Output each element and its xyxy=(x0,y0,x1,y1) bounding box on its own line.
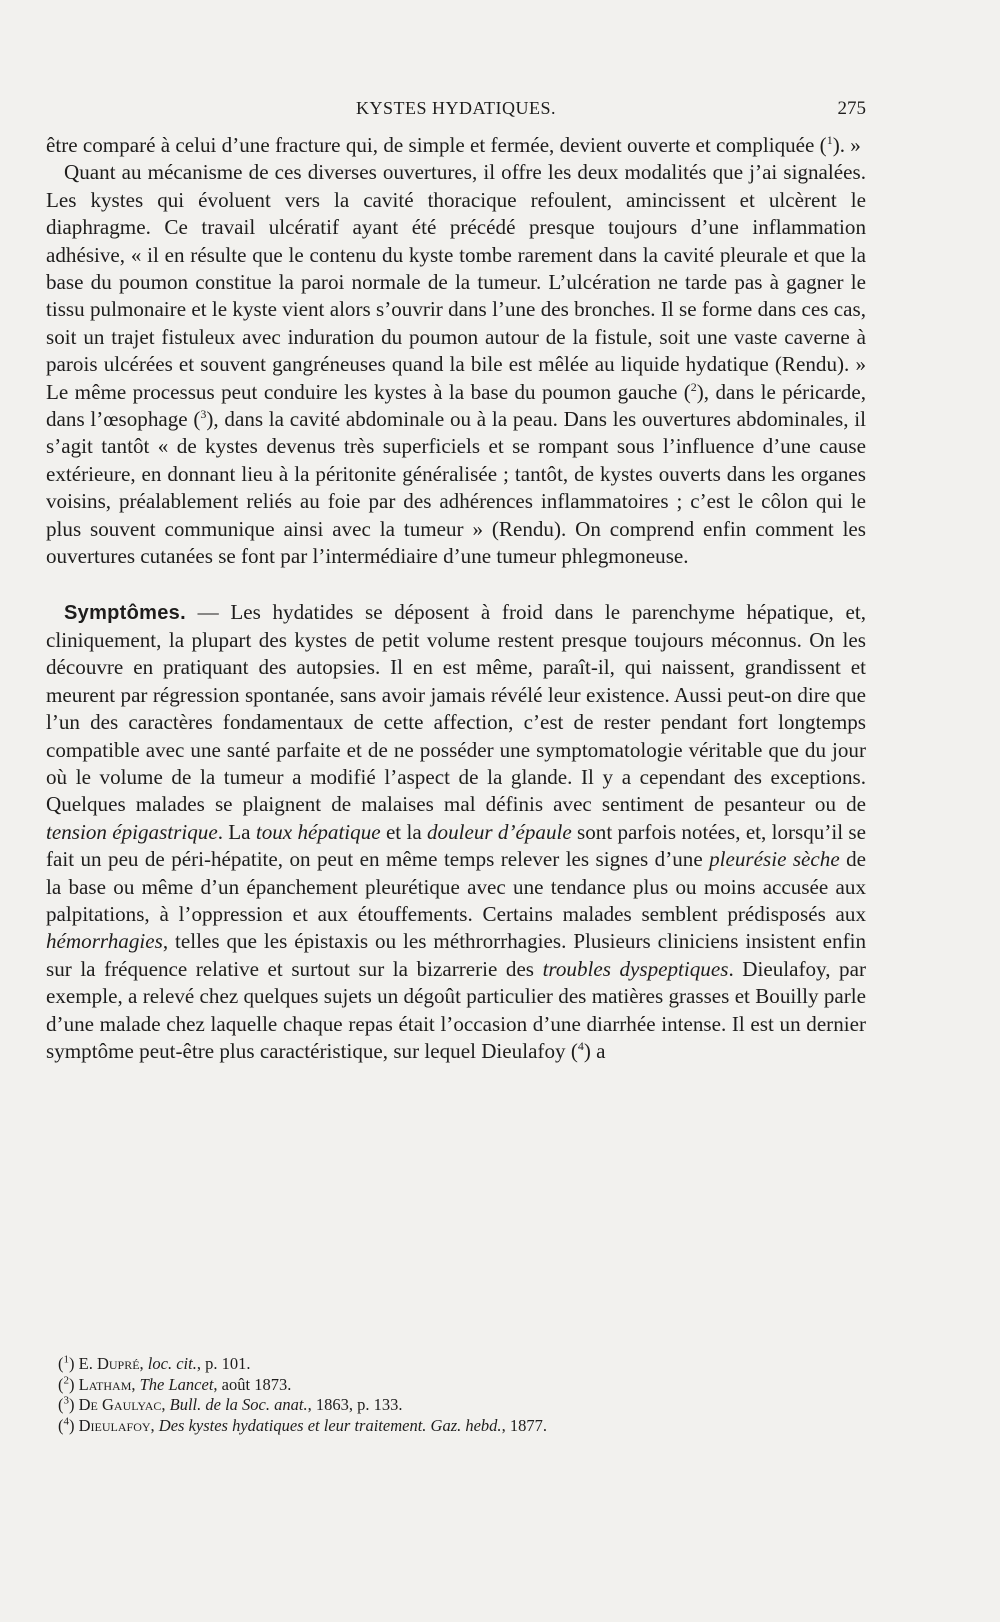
footnote-ref-4: 4 xyxy=(577,1038,584,1053)
paragraph-ouvertures xyxy=(46,159,866,570)
footnotes xyxy=(58,1354,858,1436)
text-run: ), dans le péricarde, dans l’œsophage ( xyxy=(46,379,866,432)
footnote-2: ($^2$) Latham, The Lancet, août 1873. xyxy=(58,1374,292,1394)
text-run: . Dieulafoy, par exemple, a relevé chez quelques sujets un dégoût particulier des matières grasses et Bouilly parle d’une malade chez laquelle chaque repas était l’occasion d’une diarrhée intense. Il est un dernier symptôme peut-être plus caractéristique, sur lequel Dieulafoy ( xyxy=(46,956,866,1063)
footnote-author: Latham xyxy=(78,1374,132,1394)
footnote-rest: , 1877. xyxy=(501,1415,547,1435)
paragraph-symptomes xyxy=(46,599,866,1066)
footnote-sep: , xyxy=(131,1374,140,1394)
italic-term: troubles dyspeptiques xyxy=(542,956,729,981)
running-title: KYSTES HYDATIQUES. xyxy=(355,98,556,118)
italic-term: pleurésie sèche xyxy=(709,847,840,872)
italic-term: toux hépatique xyxy=(255,819,381,844)
text-run: de la base ou même d’un épanchement pleurétique avec une tendance plus ou moins accusée aux palpitations, à l’oppression et aux étouffements. Certains malades semblent prédisposés aux xyxy=(46,847,867,926)
footnote-4: ($^4$) Dieulafoy, Des kystes hydatiques et leur traitement. Gaz. hebd., 1877. xyxy=(58,1415,547,1435)
text-run: . La xyxy=(217,819,256,844)
text-run: Quant au mécanisme de ces diverses ouvertures, il offre les deux modalités que j’ai signalées. Les kystes qui évoluent vers la cavité thoracique refoulent, amincissent et ulcèrent le diaphragme. Ce travail ulcératif ayant été précédé presque toujours d’une inflammation adhésive, « il en résulte que le contenu du kyste tombe rarement dans la cavité pleurale et que la base du poumon constitue la paroi normale de la tumeur. L’ulcération ne tarde pas à gagner le tissu pulmonaire et le kyste vient alors s’ouvrir dans l’une des bronches. Il se forme dans ces cas, soit un trajet fistuleux avec induration du poumon autour de la fistule, soit une vaste caverne à parois ulcérées et souvent gangréneuses quand la bile est mêlée au liquide hydatique (Rendu). » Le même processus peut conduire les kystes à la base du poumon gauche ( xyxy=(46,160,866,404)
italic-term: douleur d’épaule xyxy=(427,819,572,844)
paragraph-fracture-comparison xyxy=(46,132,866,159)
footnote-author: De Gaulyac xyxy=(78,1395,162,1414)
text-run: ) a xyxy=(583,1039,606,1063)
footnote-author: E. Dupré xyxy=(78,1354,140,1373)
footnote-title: Des kystes hydatiques et leur traitement. Gaz. hebd. xyxy=(158,1415,502,1435)
footnote-author: Dieulafoy xyxy=(78,1415,151,1435)
footnote-title: Bull. de la Soc. anat. xyxy=(169,1395,308,1414)
footnote-rest: , 1863, p. 133. xyxy=(307,1395,403,1414)
text-run: être comparé à celui d’une fracture qui, de simple et fermée, devient ouverte et compliquée ( xyxy=(46,133,827,157)
text-run: — Les hydatides se déposent à froid dans le parenchyme hépatique, et, cliniquement, la plupart des kystes de petit volume restent presque toujours méconnus. On les découvre en pratiquant des autopsies. Il en est même, paraît-il, qui naissent, grandissent et meurent par régression spontanée, sans avoir jamais révélé leur existence. Aussi peut-on dire que l’un des caractères fondamentaux de cette affection, c’est de rester pendant fort longtemps compatible avec une santé parfaite et de ne posséder une symptomatologie véritable que du jour où le volume de la tumeur a modifié l’aspect de la glande. Il y a cependant des exceptions. Quelques malades se plaignent de malaises mal définis avec sentiment de pesanteur ou de xyxy=(46,599,866,817)
text-run: et la xyxy=(380,819,427,844)
text-run: sont parfois notées, et, lorsqu’il se fait un peu de péri-hépatite, on peut en même temps relever les signes d’une xyxy=(46,819,866,872)
footnote-rest: , p. 101. xyxy=(196,1354,251,1373)
footnote-title: loc. cit. xyxy=(147,1354,197,1373)
footnote-1: ($^1$) E. Dupré, loc. cit., p. 101. xyxy=(58,1353,251,1373)
footnote-marker: 4 xyxy=(63,1415,69,1427)
footnote-marker: 1 xyxy=(63,1353,69,1366)
footnote-ref-1: 1 xyxy=(826,132,833,147)
text-run: ), dans la cavité abdominale ou à la peau. Dans les ouvertures abdominales, il s’agit tantôt « de kystes devenus très superficiels et se rompant sous l’influence d’une cause extérieure, en donnant lieu à la péritonite généralisée ; tantôt, de kystes ouverts dans les organes voisins, préalablement reliés au foie par des adhérences inflammatoires ; c’est le côlon qui le plus souvent communique ainsi avec la tumeur » (Rendu). On comprend enfin comment les ouvertures cutanées se font par l’intermédiaire d’une tumeur phlegmoneuse. xyxy=(46,407,866,569)
footnote-rest: , août 1873. xyxy=(213,1374,292,1394)
footnote-3: ($^3$) De Gaulyac, Bull. de la Soc. anat., 1863, p. 133. xyxy=(58,1394,403,1414)
italic-term: hémorrhagies xyxy=(46,929,163,954)
italic-term: tension épigastrique xyxy=(46,819,218,844)
running-head xyxy=(46,98,866,128)
footnote-ref-2: 2 xyxy=(690,379,697,394)
footnote-ref-3: 3 xyxy=(200,407,207,422)
page-number: 275 xyxy=(837,98,866,119)
footnote-marker: 3 xyxy=(63,1394,69,1407)
footnote-sep: , xyxy=(139,1354,148,1373)
footnote-sep: , xyxy=(161,1395,170,1414)
section-heading-symptomes: Symptômes. xyxy=(64,601,186,624)
footnote-marker: 2 xyxy=(63,1374,69,1386)
body-text xyxy=(46,132,866,1065)
footnote-sep: , xyxy=(150,1415,159,1435)
text-run: , telles que les épistaxis ou les méthrorrhagies. Plusieurs cliniciens insistent enfin sur la fréquence relative et surtout sur la bizarrerie des xyxy=(46,929,866,981)
text-run: ). » xyxy=(832,133,861,157)
footnote-title: The Lancet xyxy=(139,1374,214,1394)
